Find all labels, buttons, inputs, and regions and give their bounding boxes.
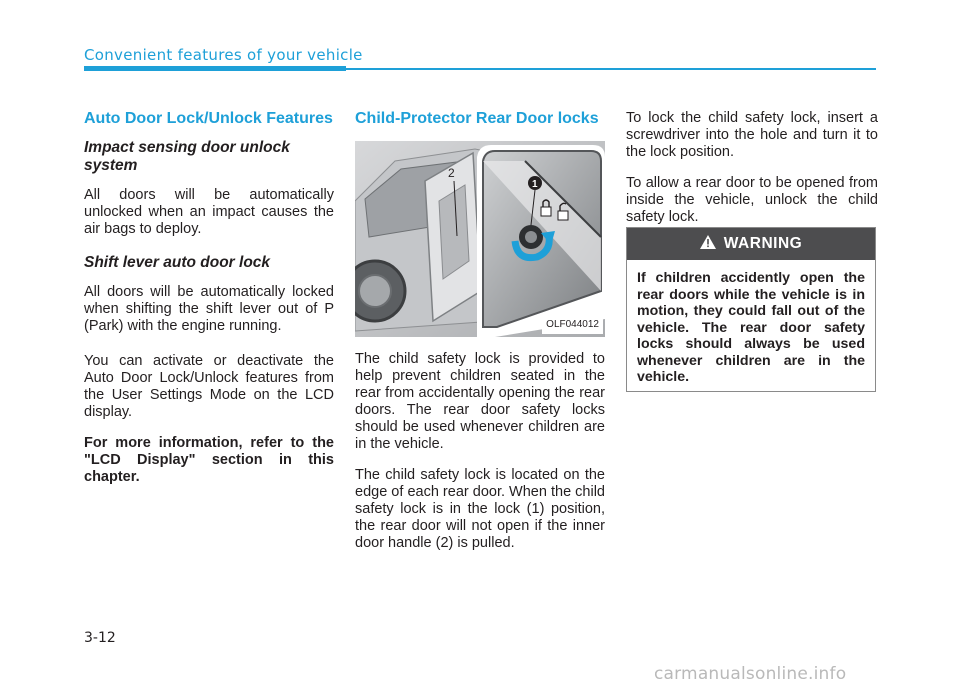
warning-header [627,228,875,260]
warning-title: WARNING [723,235,803,252]
column-auto-door-lock [84,110,334,500]
page-number: 3-12 [84,630,116,646]
heading-child-protector: Child-Protector Rear Door locks [355,110,599,127]
paragraph-child-lock-location: The child safety lock is located on the edge of each rear door. When the child safety lock is in the lock (1) position, the rear door will not open if the inner door handle (2) is pulled. [355,467,605,551]
figure-code: OLF044012 [542,315,603,334]
child-lock-illustration [355,141,605,337]
paragraph-lock-procedure: To lock the child safety lock, insert a screwdriver into the hole and turn it to the lock position. [626,110,878,160]
callout-1-label: 1 [532,179,538,190]
callout-2-label: 2 [448,166,455,180]
paragraph-user-settings: You can activate or deactivate the Auto Door Lock/Unlock features from the User Settings Mode on the LCD display. [84,353,334,420]
warning-text: If children accidently open the rear doors while the vehicle is in motion, they could fall out of the vehicle. The rear door safety locks should always be used whenever children are in the vehicle. [637,270,865,385]
subheading-shift-lever: Shift lever auto door lock [84,254,271,271]
car-door-drawing [355,141,605,337]
column-child-protector [355,110,605,566]
paragraph-more-info: For more information, refer to the "LCD Display" section in this chapter. [84,435,334,485]
warning-triangle-icon [700,235,716,254]
paragraph-shift-lock: All doors will be automatically locked when shifting the shift lever out of P (Park) with the engine running. [84,284,334,334]
section-header: Convenient features of your vehicle [84,46,363,64]
paragraph-impact-unlock: All doors will be automatically unlocked when an impact causes the air bags to deploy. [84,187,334,237]
heading-auto-door-lock: Auto Door Lock/Unlock Features [84,110,333,127]
paragraph-unlock-procedure: To allow a rear door to be opened from inside the vehicle, unlock the child safety lock. [626,175,878,225]
paragraph-child-lock-purpose: The child safety lock is provided to help prevent children seated in the rear from accidentally opening the rear doors. The rear door safety locks should be used whenever children are in the vehicle. [355,351,605,452]
column-lock-instructions [626,110,878,240]
header-rule [346,68,876,70]
header-rule-accent [84,66,346,71]
watermark: carmanualsonline.info [654,664,847,684]
warning-box [626,227,876,392]
subheading-impact-sensing: Impact sensing door unlock system [84,139,290,174]
